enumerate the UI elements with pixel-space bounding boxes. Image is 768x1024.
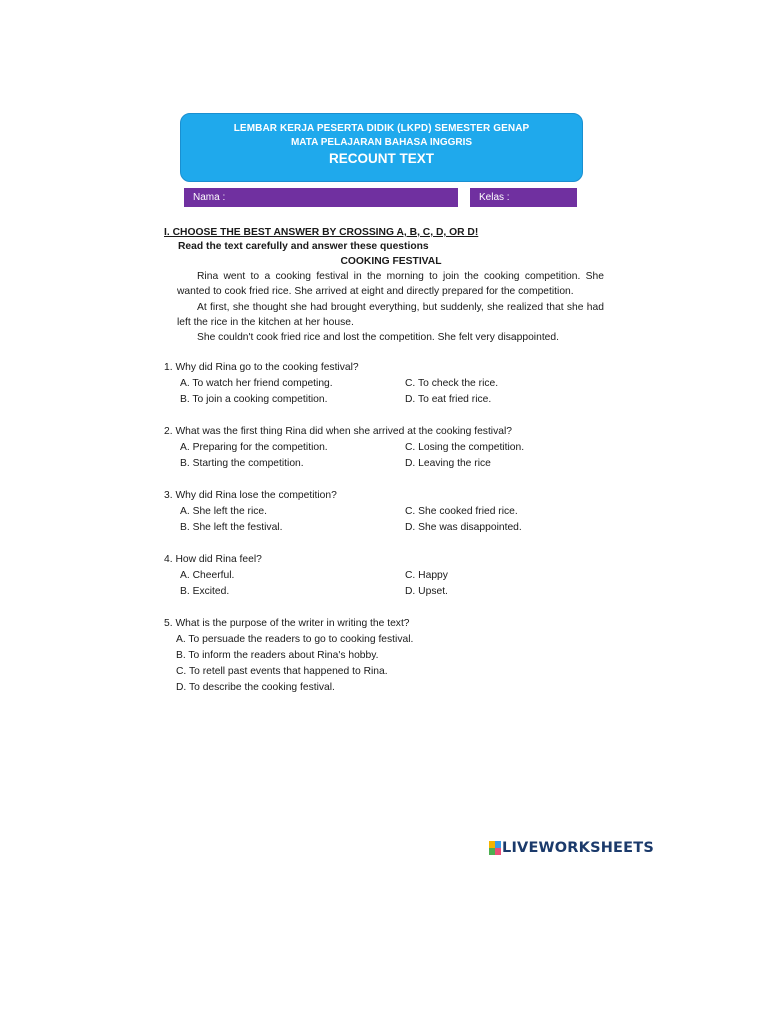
question-3 bbox=[164, 488, 604, 536]
question-text: 2. What was the first thing Rina did when she arrived at the cooking festival? bbox=[164, 426, 512, 438]
story-paragraph: She couldn't cook fried rice and lost the competition. She felt very disappointed. bbox=[197, 332, 559, 344]
section-instruction: Read the text carefully and answer these questions bbox=[178, 241, 429, 252]
question-2 bbox=[164, 424, 604, 472]
answer-option[interactable]: B. Excited. bbox=[180, 586, 230, 598]
liveworksheets-logo-icon bbox=[489, 841, 501, 855]
name-field[interactable]: Nama : bbox=[184, 188, 458, 207]
logo-text: LIVEWORKSHEETS bbox=[502, 840, 655, 856]
question-text: 5. What is the purpose of the writer in writing the text? bbox=[164, 618, 410, 630]
answer-option[interactable]: A. She left the rice. bbox=[180, 506, 267, 518]
section-title: I. CHOOSE THE BEST ANSWER BY CROSSING A, B, C, D, OR D! bbox=[164, 227, 479, 238]
class-field[interactable]: Kelas : bbox=[470, 188, 577, 207]
answer-option[interactable]: C. Happy bbox=[405, 570, 448, 582]
question-1 bbox=[164, 360, 604, 408]
question-text: 4. How did Rina feel? bbox=[164, 554, 262, 566]
logo-square bbox=[495, 848, 501, 855]
story-title: COOKING FESTIVAL bbox=[340, 256, 442, 267]
answer-option[interactable]: D. Upset. bbox=[405, 586, 448, 598]
answer-option[interactable]: D. She was disappointed. bbox=[405, 522, 522, 534]
answer-option[interactable]: A. Cheerful. bbox=[180, 570, 235, 582]
answer-option[interactable]: C. Losing the competition. bbox=[405, 442, 525, 454]
answer-option[interactable]: A. Preparing for the competition. bbox=[180, 442, 328, 454]
answer-option[interactable]: C. To retell past events that happened to Rina. bbox=[176, 666, 388, 678]
story-paragraph: Rina went to a cooking festival in the morning to join the cooking competition. She wanted to cook fried rice. She arrived at eight and directly prepared for the competition. bbox=[177, 271, 604, 298]
answer-option[interactable]: B. To join a cooking competition. bbox=[180, 394, 328, 406]
story-text bbox=[164, 269, 604, 345]
answer-option[interactable]: D. To describe the cooking festival. bbox=[176, 682, 335, 694]
answer-option[interactable]: B. She left the festival. bbox=[180, 522, 283, 534]
answer-option[interactable]: C. To check the rice. bbox=[405, 378, 499, 390]
answer-option[interactable]: A. To watch her friend competing. bbox=[180, 378, 333, 390]
liveworksheets-logo bbox=[489, 840, 654, 856]
logo-square bbox=[495, 841, 501, 848]
worksheet-content bbox=[164, 226, 604, 696]
question-text: 1. Why did Rina go to the cooking festival? bbox=[164, 362, 359, 374]
answer-option[interactable]: D. Leaving the rice bbox=[405, 458, 491, 470]
header-line-lkpd: LEMBAR KERJA PESERTA DIDIK (LKPD) SEMESTER GENAP bbox=[233, 123, 530, 134]
question-4 bbox=[164, 552, 604, 600]
question-text: 3. Why did Rina lose the competition? bbox=[164, 490, 337, 502]
answer-option[interactable]: C. She cooked fried rice. bbox=[405, 506, 518, 518]
answer-option[interactable]: A. To persuade the readers to go to cooking festival. bbox=[176, 634, 414, 646]
story-paragraph: At first, she thought she had brought everything, but suddenly, she realized that she had left the rice in the kitchen at her house. bbox=[177, 301, 604, 328]
answer-option[interactable]: B. Starting the competition. bbox=[180, 458, 304, 470]
worksheet-header bbox=[180, 113, 583, 182]
question-5 bbox=[164, 616, 604, 696]
answer-option[interactable]: B. To inform the readers about Rina's hobby. bbox=[176, 650, 379, 662]
header-title: RECOUNT TEXT bbox=[328, 151, 434, 166]
header-line-subject: MATA PELAJARAN BAHASA INGGRIS bbox=[290, 137, 473, 148]
answer-option[interactable]: D. To eat fried rice. bbox=[405, 394, 492, 406]
